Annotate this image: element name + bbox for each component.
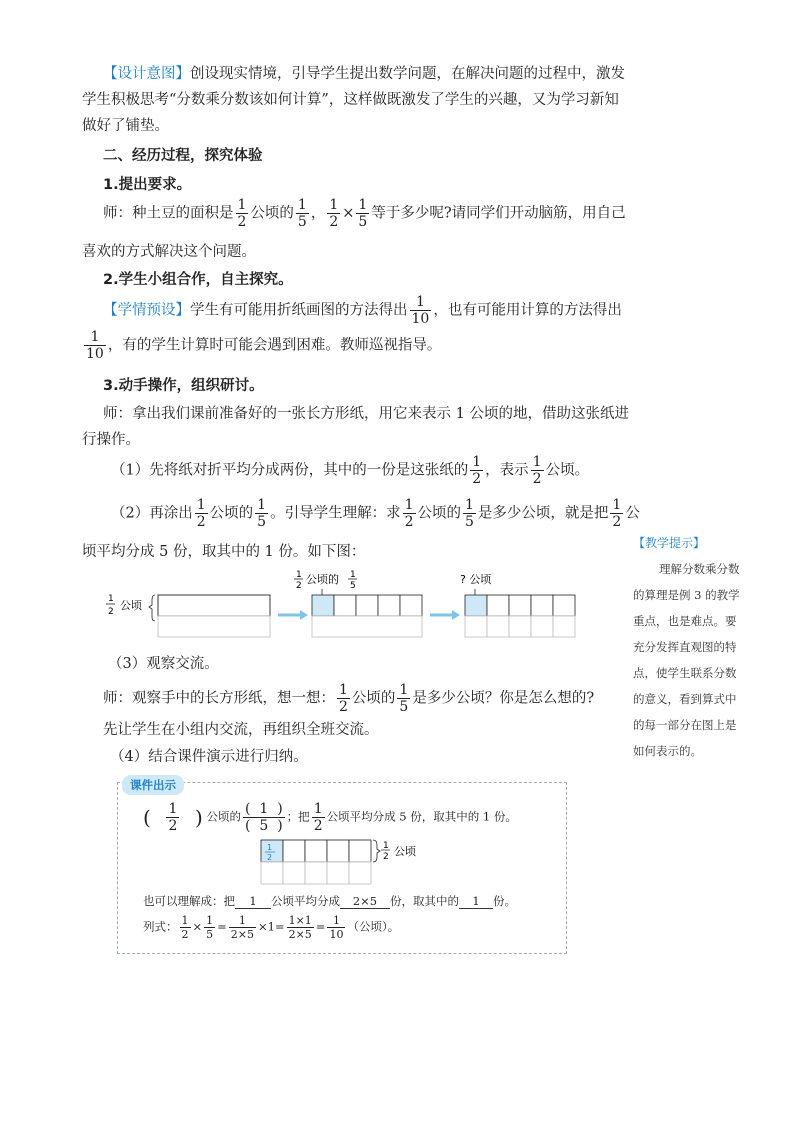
- blank-1: 1: [235, 894, 271, 909]
- design-intent-tag: 【设计意图】: [103, 66, 190, 82]
- folding-diagram: [100, 565, 600, 640]
- blank-2: 2×5: [340, 894, 390, 909]
- preset-line2: $\frac{1}{10}$ ，有的学生计算时可能会遇到困难。教师巡视指导。: [86, 329, 442, 362]
- blank-3: 1: [459, 894, 493, 909]
- substep-4: （4）结合课件演示进行归纳。: [110, 749, 308, 765]
- courseware-row3: 也可以理解成：把 1 公顷平均分成 2×5 份，取其中的 1 份。: [143, 894, 516, 908]
- svg-text:1: 1: [267, 843, 273, 852]
- courseware-title: 课件出示: [122, 775, 184, 795]
- exchange-instruction: 先让学生在小组内交流，再组织全班交流。: [103, 722, 379, 738]
- svg-text:1: 1: [383, 841, 389, 851]
- svg-text:2: 2: [383, 852, 389, 862]
- step1-heading: 1.提出要求。: [103, 177, 192, 193]
- teacher-question-1-line2: 喜欢的方式解决这个问题。: [82, 244, 256, 260]
- substep-2-line2: 顷平均分成 5 份，取其中的 1 份。如下图：: [82, 544, 366, 560]
- fig1-right-grid: [465, 595, 575, 637]
- fig1-half-rect: [158, 595, 270, 616]
- fig1-half-n: 1: [108, 594, 114, 604]
- fraction-half: $\frac{1}{2}$: [237, 197, 247, 230]
- fig1-label1: 公顷: [120, 599, 142, 612]
- substep-1: （1）先将纸对折平均分成两份，其中的一份是这张纸的 $\frac{1}{2}$ ，表示 $\frac{1}{2}$ 公顷。: [111, 454, 590, 487]
- preset-line1: 【学情预设】学生有可能用折纸画图的方法得出 $\frac{1}{10}$ ，也有可能用计算的方法得出: [103, 294, 622, 327]
- design-intent-line1: 【设计意图】创设现实情境，引导学生提出数学问题，在解决问题的过程中，激发: [103, 66, 625, 82]
- substep-2: （2）再涂出 $\frac{1}{2}$ 公顷的 $\frac{1}{5}$ 。引导学生理解：求 $\frac{1}{2}$ 公顷的 $\frac{1}{5}$ 是多少公顷，就是把 $\frac{1}{2}$ 公: [111, 497, 640, 530]
- fig1-middle-grid: [312, 595, 422, 637]
- svg-text:1: 1: [296, 570, 302, 580]
- courseware-bracket-label: 公顷: [394, 845, 416, 858]
- teacher-instruction-line1: 师：拿出我们课前准备好的一张长方形纸，用它来表示 1 公顷的地，借助这张纸进: [103, 406, 629, 422]
- svg-text:2: 2: [267, 853, 273, 862]
- svg-text:5: 5: [350, 581, 356, 591]
- courseware-row1: ( $\frac{1}{2}$ ) 公顷的 $\frac{( 1 )}{( 5 )}$ ；把 $\frac{1}{2}$ 公顷平均分成 5 份，取其中的 1 份。: [143, 801, 517, 834]
- courseware-grid: [255, 838, 435, 888]
- fraction-fifth: $\frac{1}{5}$: [297, 197, 307, 230]
- teaching-tip: 【教学提示】 理解分数乘分数 的算理是例 3 的教学 重点，也是难点。要 充分发挥直观图的特 点，使学生联系分数 的意义，看到算式中 的每一部分在图上是 如何表示的。: [633, 530, 758, 764]
- fraction-tenth: $\frac{1}{10}$: [411, 294, 430, 327]
- svg-text:2: 2: [296, 581, 302, 591]
- fig1-label2: 公顷的: [306, 573, 339, 586]
- preset-tag: 【学情预设】: [103, 302, 190, 319]
- design-intent-line2: 学生积极思考“分数乘分数该如何计算”，这样做既激发了学生的兴趣，又为学习新知: [82, 92, 619, 108]
- teacher-question-1: 师：种土豆的面积是 $\frac{1}{2}$ 公顷的 $\frac{1}{5}$ ， $\frac{1}{2}$ × $\frac{1}{5}$ 等于多少呢?请同学们开动脑筋，用自己: [103, 197, 626, 230]
- step3-heading: 3.动手操作，组织研讨。: [103, 378, 264, 394]
- svg-text:2: 2: [108, 607, 114, 617]
- design-intent-line3: 做好了铺垫。: [82, 118, 169, 134]
- substep-3: （3）观察交流。: [108, 656, 219, 672]
- section-heading: 二、经历过程，探究体验: [103, 148, 263, 164]
- teaching-tip-title: 【教学提示】: [633, 536, 706, 550]
- svg-text:1: 1: [350, 570, 356, 580]
- step2-heading: 2.学生小组合作，自主探究。: [103, 272, 293, 288]
- courseware-equation: 列式： $\frac{1}{2}$ × $\frac{1}{5}$ = $\frac{1}{2\times 5}$ ×1= $\frac{1\times 1}{2\times 5}$ = $\frac{1}{10}$ （公顷）。: [143, 914, 400, 941]
- teacher-question-3: 师：观察手中的长方形纸，想一想： $\frac{1}{2}$ 公顷的 $\frac{1}{5}$ 是多少公顷？你是怎么想的?: [103, 682, 595, 715]
- teacher-instruction-line2: 行操作。: [82, 432, 140, 448]
- fig1-label3: ? 公顷: [460, 573, 492, 586]
